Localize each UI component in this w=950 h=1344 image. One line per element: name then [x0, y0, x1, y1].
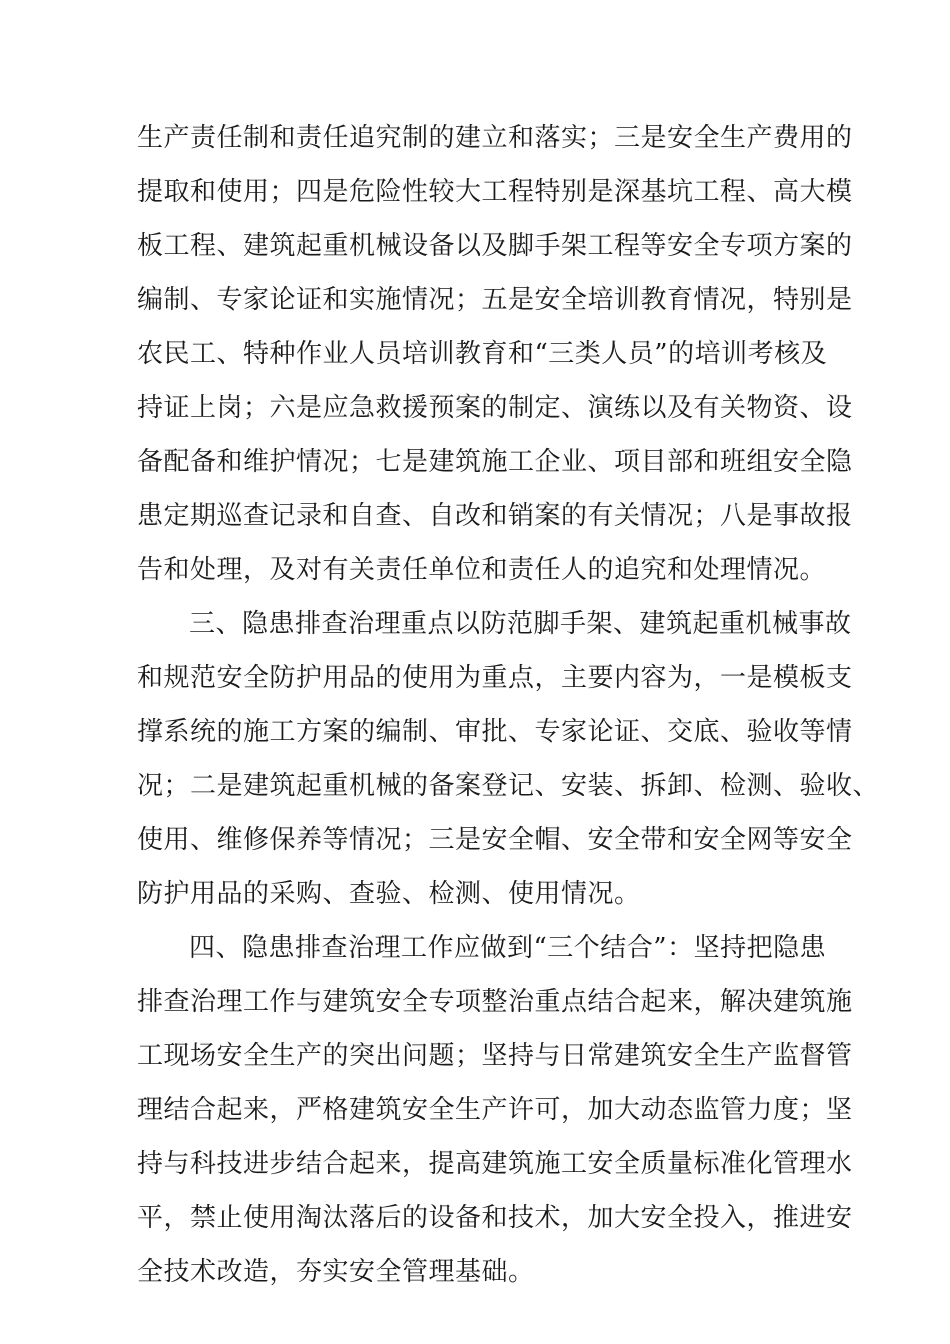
text-line: 持与科技进步结合起来，提高建筑施工安全质量标准化管理水 — [137, 1149, 853, 1179]
text-line: 生产责任制和责任追究制的建立和落实；三是安全生产费用的 — [137, 123, 853, 153]
text-line: 备配备和维护情况；七是建筑施工企业、项目部和班组安全隐 — [137, 447, 853, 477]
text-line: 和规范安全防护用品的使用为重点，主要内容为，一是模板支 — [137, 663, 853, 693]
paragraph-section-four — [137, 921, 853, 1299]
text-line: 持证上岗；六是应急救援预案的制定、演练以及有关物资、设 — [137, 393, 853, 423]
text-line: 板工程、建筑起重机械设备以及脚手架工程等安全专项方案的 — [137, 231, 853, 261]
paragraph-section-three — [137, 597, 880, 921]
text-line: 防护用品的采购、查验、检测、使用情况。 — [137, 879, 641, 909]
text-line: 告和处理，及对有关责任单位和责任人的追究和处理情况。 — [137, 555, 827, 585]
text-line: 况；二是建筑起重机械的备案登记、安装、拆卸、检测、验收、 — [137, 771, 880, 801]
text-line: 编制、专家论证和实施情况；五是安全培训教育情况，特别是 — [137, 285, 853, 315]
text-line: 平，禁止使用淘汰落后的设备和技术，加大安全投入，推进安 — [137, 1203, 853, 1233]
text-line: 患定期巡查记录和自查、自改和销案的有关情况；八是事故报 — [137, 501, 853, 531]
text-line: 提取和使用；四是危险性较大工程特别是深基坑工程、高大模 — [137, 177, 853, 207]
text-line: 使用、维修保养等情况；三是安全帽、安全带和安全网等安全 — [137, 825, 853, 855]
text-line: 全技术改造，夯实安全管理基础。 — [137, 1257, 535, 1287]
text-line: 撑系统的施工方案的编制、审批、专家论证、交底、验收等情 — [137, 717, 853, 747]
text-line: 四、隐患排查治理工作应做到“三个结合”：坚持把隐患 — [189, 933, 827, 963]
paragraph-continuation — [137, 111, 853, 597]
text-line: 排查治理工作与建筑安全专项整治重点结合起来，解决建筑施 — [137, 987, 853, 1017]
text-line: 理结合起来，严格建筑安全生产许可，加大动态监管力度；坚 — [137, 1095, 853, 1125]
document-body — [137, 111, 880, 1299]
text-line: 农民工、特种作业人员培训教育和“三类人员”的培训考核及 — [137, 339, 828, 369]
text-line: 工现场安全生产的突出问题；坚持与日常建筑安全生产监督管 — [137, 1041, 853, 1071]
text-line: 三、隐患排查治理重点以防范脚手架、建筑起重机械事故 — [189, 609, 852, 639]
